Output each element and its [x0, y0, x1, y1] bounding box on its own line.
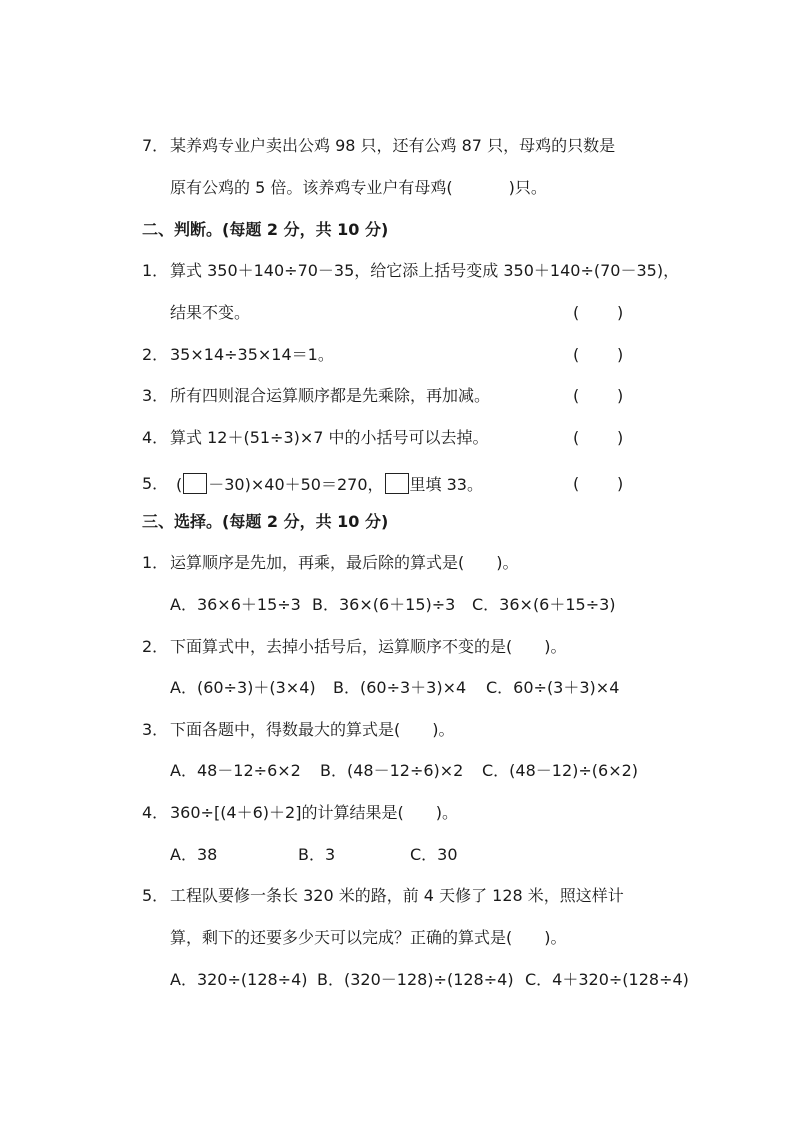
choice-q3-number: 3．: [142, 720, 169, 739]
judge-q1-text-line2: 结果不变。: [170, 303, 251, 322]
choice-q2-text: 下面算式中，去掉小括号后，运算顺序不变的是( )。: [170, 637, 567, 656]
choice-q2-option-b[interactable]: B．(60÷3＋3)×4: [333, 678, 467, 697]
judge-q5-text: [176, 473, 483, 496]
judge-q3-text: 所有四则混合运算顺序都是先乘除，再加减。: [170, 386, 491, 405]
judge-q4-text: 算式 12＋(51÷3)×7 中的小括号可以去掉。: [170, 428, 489, 447]
choice-q2-option-c[interactable]: C．60÷(3＋3)×4: [486, 678, 620, 697]
judge-q5-expression: －30)×40＋50＝270，: [208, 475, 384, 494]
paren-close: ): [617, 428, 624, 447]
judge-q2-text: 35×14÷35×14＝1。: [170, 345, 334, 364]
choice-q1-number: 1．: [142, 553, 169, 572]
judge-q5-number: 5．: [142, 474, 169, 493]
paren-close: ): [617, 474, 624, 493]
paren-close: ): [617, 303, 624, 322]
paren-open: (: [573, 428, 580, 447]
judge-q5-open-paren: (: [176, 475, 183, 494]
judge-q4-number: 4．: [142, 428, 169, 447]
blank-box-icon: [183, 473, 207, 494]
choice-q3-option-c[interactable]: C．(48－12)÷(6×2): [482, 761, 639, 780]
choice-q4-option-a[interactable]: A．38: [170, 845, 218, 864]
choice-q3-option-b[interactable]: B．(48－12÷6)×2: [320, 761, 464, 780]
paren-open: (: [573, 345, 580, 364]
choice-section-title: 三、选择。(每题 2 分，共 10 分): [142, 512, 389, 531]
q7-number: 7．: [142, 136, 169, 155]
paren-close: ): [617, 345, 624, 364]
judge-q3-number: 3．: [142, 386, 169, 405]
q7-text-line2-end: )只。: [508, 178, 547, 197]
paren-close: ): [617, 386, 624, 405]
q7-text-line2: [170, 177, 547, 199]
choice-q5-text-line1: 工程队要修一条长 320 米的路，前 4 天修了 128 米，照这样计: [170, 886, 624, 905]
choice-q4-option-c[interactable]: C．30: [410, 845, 458, 864]
q7-text-line1: 某养鸡专业户卖出公鸡 98 只，还有公鸡 87 只，母鸡的只数是: [170, 136, 616, 155]
choice-q5-option-b[interactable]: B．(320－128)÷(128÷4): [317, 970, 514, 989]
judge-q1-text-line1: 算式 350＋140÷70－35，给它添上括号变成 350＋140÷(70－35)，: [170, 261, 680, 280]
choice-q4-number: 4．: [142, 803, 169, 822]
choice-q3-text: 下面各题中，得数最大的算式是( )。: [170, 720, 455, 739]
choice-q5-option-c[interactable]: C．4＋320÷(128÷4): [525, 970, 689, 989]
judge-q1-number: 1．: [142, 261, 169, 280]
choice-q1-option-a[interactable]: A．36×6＋15÷3: [170, 595, 301, 614]
paren-open: (: [573, 474, 580, 493]
choice-q3-option-a[interactable]: A．48－12÷6×2: [170, 761, 301, 780]
judge-section-title: 二、判断。(每题 2 分，共 10 分): [142, 220, 389, 239]
choice-q4-text: 360÷[(4＋6)＋2]的计算结果是( )。: [170, 803, 458, 822]
choice-q5-option-a[interactable]: A．320÷(128÷4): [170, 970, 308, 989]
judge-q2-number: 2．: [142, 345, 169, 364]
choice-q1-text: 运算顺序是先加，再乘，最后除的算式是( )。: [170, 553, 519, 572]
choice-q5-number: 5．: [142, 886, 169, 905]
choice-q4-option-b[interactable]: B．3: [298, 845, 336, 864]
q7-text-line2-start: 原有公鸡的 5 倍。该养鸡专业户有母鸡(: [170, 178, 453, 197]
choice-q1-option-b[interactable]: B．36×(6＋15)÷3: [312, 595, 456, 614]
choice-q2-option-a[interactable]: A．(60÷3)＋(3×4): [170, 678, 316, 697]
blank-box-icon: [385, 473, 409, 494]
paren-open: (: [573, 303, 580, 322]
choice-q2-number: 2．: [142, 637, 169, 656]
choice-q1-option-c[interactable]: C．36×(6＋15÷3): [472, 595, 616, 614]
choice-q5-text-line2: 算，剩下的还要多少天可以完成？正确的算式是( )。: [170, 928, 567, 947]
paren-open: (: [573, 386, 580, 405]
judge-q5-statement: 里填 33。: [409, 475, 483, 494]
